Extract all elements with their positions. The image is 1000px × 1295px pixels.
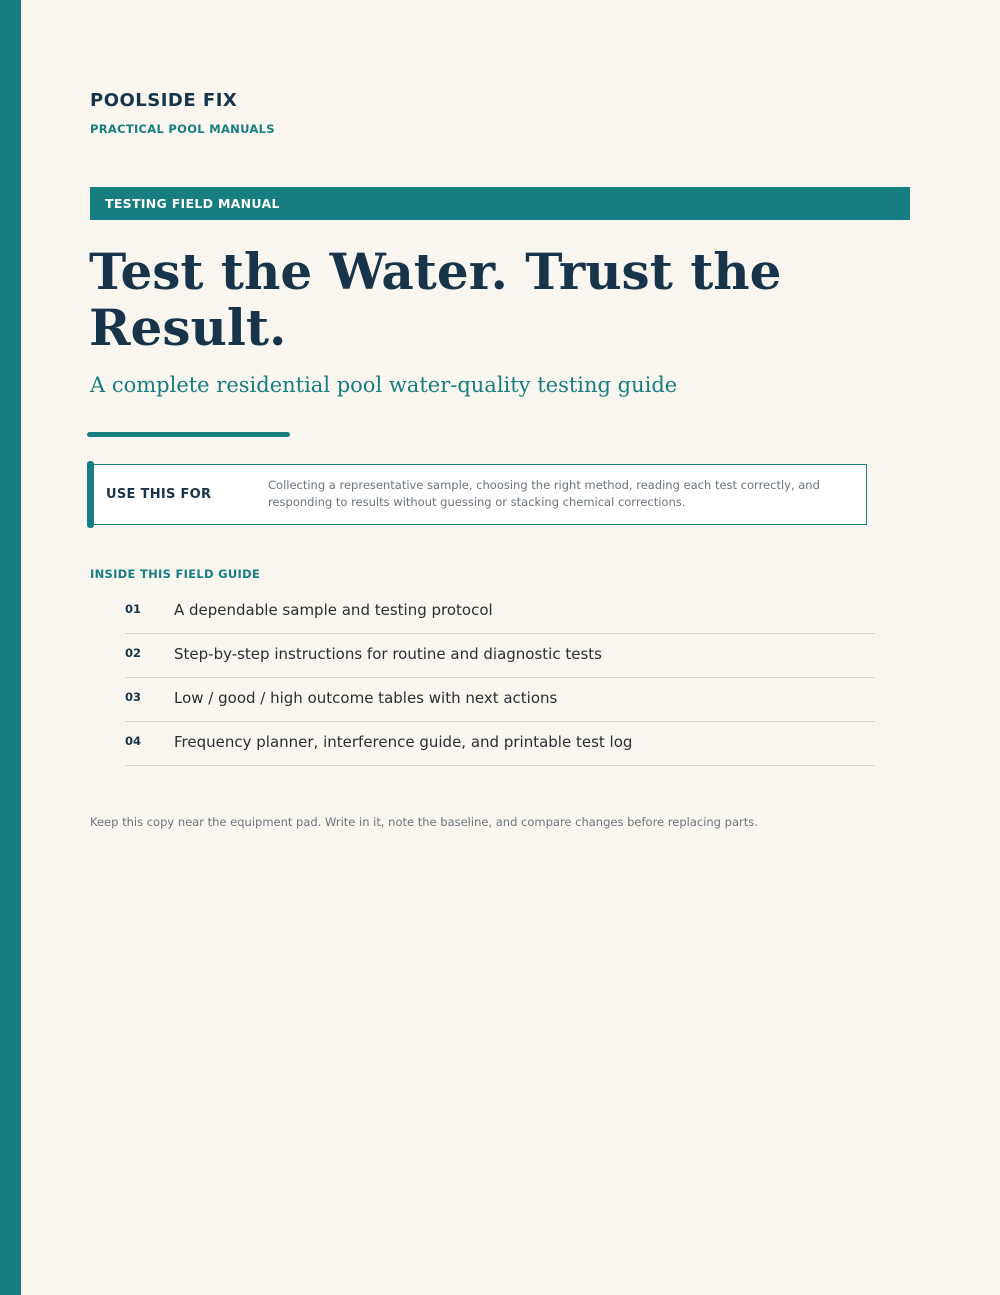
callout-accent-bar xyxy=(87,461,94,528)
toc-item-number: 01 xyxy=(125,602,142,616)
toc-item xyxy=(125,590,875,634)
toc-heading: INSIDE THIS FIELD GUIDE xyxy=(90,567,261,581)
toc-item-number: 03 xyxy=(125,690,142,704)
callout-text: Collecting a representative sample, choosing the right method, reading each test correctly, and responding to results without guessing or stacking chemical corrections. xyxy=(268,478,820,509)
side-accent-bar xyxy=(0,0,21,1295)
toc-item xyxy=(125,722,875,766)
callout-label: USE THIS FOR xyxy=(106,487,212,502)
toc-item-text: Step-by-step instructions for routine and diagnostic tests xyxy=(174,645,602,663)
brand-name: POOLSIDE FIX xyxy=(90,90,238,111)
footnote: Keep this copy near the equipment pad. Write in it, note the baseline, and compare changes before replacing parts. xyxy=(90,815,758,829)
accent-divider xyxy=(87,432,290,437)
brand-block xyxy=(90,90,275,136)
toc-item xyxy=(125,678,875,722)
toc-item-number: 04 xyxy=(125,734,142,748)
document-title: Test the Water. Trust the Result. xyxy=(89,242,782,357)
toc-item-text: Low / good / high outcome tables with next actions xyxy=(174,689,558,707)
brand-tagline: PRACTICAL POOL MANUALS xyxy=(90,122,275,136)
document-subtitle: A complete residential pool water-quality testing guide xyxy=(90,373,678,397)
manual-type-banner: TESTING FIELD MANUAL xyxy=(90,187,910,220)
toc-item-text: A dependable sample and testing protocol xyxy=(174,601,493,619)
toc-item-text: Frequency planner, interference guide, and printable test log xyxy=(174,733,633,751)
toc-item xyxy=(125,634,875,678)
use-this-for-callout xyxy=(90,464,867,525)
toc-item-number: 02 xyxy=(125,646,142,660)
toc-list xyxy=(125,590,875,766)
